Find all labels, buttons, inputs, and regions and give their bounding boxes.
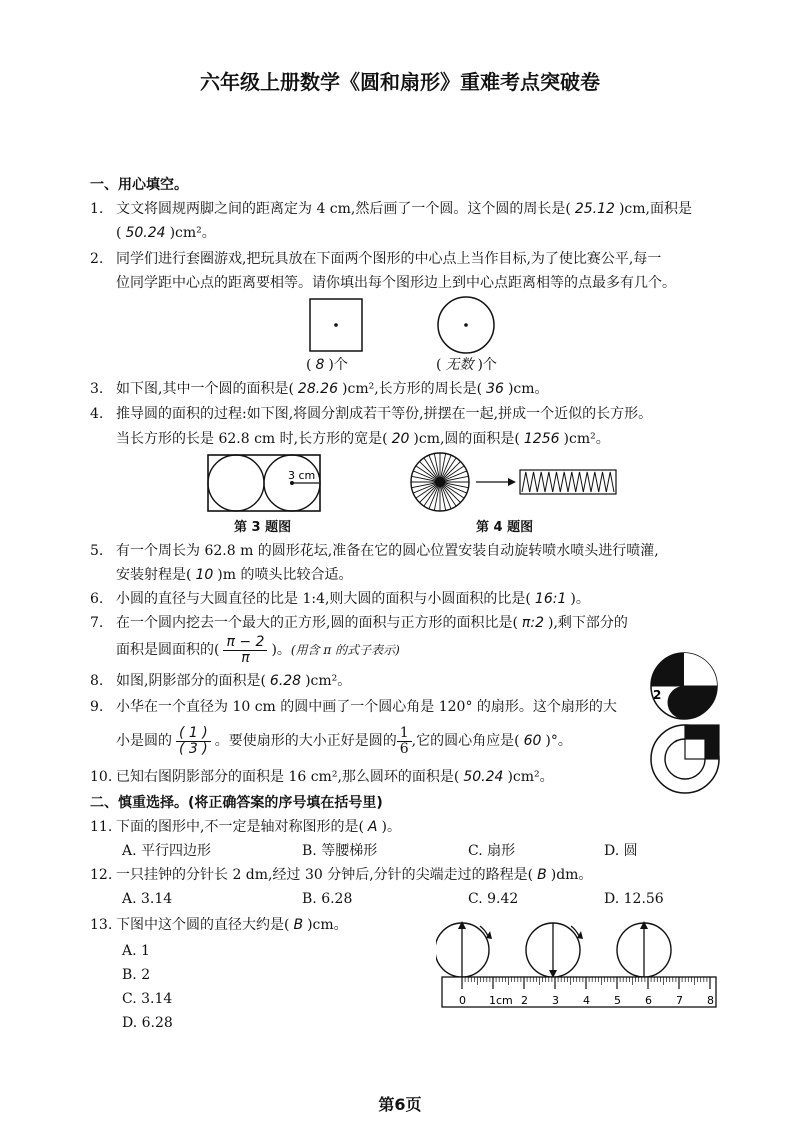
- q13-arrow-1: [458, 921, 466, 929]
- question-3: [90, 380, 549, 398]
- ruler-label-5: 5: [614, 994, 621, 1007]
- q6-text-b: )。: [570, 591, 590, 607]
- q12-option-b: B. 6.28: [302, 891, 353, 907]
- q5-answer: 10: [195, 567, 214, 583]
- question-11: [90, 818, 401, 836]
- question-7: [90, 614, 628, 632]
- q1-text-c: (: [116, 225, 122, 241]
- q13-ruler-body: [442, 977, 716, 1007]
- q13-text-b: )cm。: [307, 917, 348, 933]
- question-5: [90, 542, 659, 560]
- q3-text-a: 如下图,其中一个圆的面积是(: [116, 381, 294, 397]
- q2-sq-close: )个: [328, 357, 348, 373]
- q4-answer-a: 20: [391, 431, 410, 447]
- q1-text-a: 文文将圆规两脚之间的距离定为 4 cm,然后画了一个圆。这个圆的周长是(: [116, 201, 571, 217]
- q10-ring-figure: [648, 722, 722, 796]
- q5-line1: 有一个周长为 62.8 m 的圆形花坛,准备在它的圆心位置安装自动旋转喷水喷头进行喷灌,: [116, 543, 659, 559]
- fig4-zigzag: [522, 472, 614, 492]
- q2-ci-close: )个: [477, 357, 497, 373]
- q11-text-a: 下面的图形中,不一定是轴对称图形的是(: [116, 819, 364, 835]
- fig4-divided-circle: [411, 453, 469, 511]
- q9-line1: 小华在一个直径为 10 cm 的圆中画了一个圆心角是 120° 的扇形。这个扇形的大: [116, 699, 617, 715]
- q7-text-a: 在一个圆内挖去一个最大的正方形,圆的面积与正方形的面积比是(: [116, 615, 518, 631]
- q13-ruler-figure: [436, 912, 726, 1012]
- q13-rolling-circles: [436, 921, 671, 978]
- question-5-cont: [116, 566, 352, 584]
- q2-square-answer: [306, 356, 348, 374]
- q10-text-b: )cm²。: [507, 769, 554, 785]
- q2-sq-ans: 8: [315, 357, 325, 373]
- question-1-cont: [116, 224, 216, 242]
- q3-text-b: )cm²,长方形的周长是(: [342, 381, 483, 397]
- q2-square-center: [334, 323, 338, 327]
- q11-number: 11.: [90, 819, 113, 835]
- fig4-diagram: [410, 450, 630, 514]
- q4-line1: 推导圆的面积的过程:如下图,将圆分割成若干等份,拼摆在一起,拼成一个近似的长方形。: [116, 406, 653, 422]
- question-10: [90, 768, 554, 786]
- q5-number: 5.: [90, 543, 104, 559]
- q9-frac2-denominator: 6: [399, 740, 409, 757]
- q8-text-b: )cm²。: [305, 673, 352, 689]
- page-number: 第6页: [378, 1095, 422, 1114]
- fig4-hub: [435, 477, 445, 487]
- q13-number: 13.: [90, 917, 113, 933]
- q12-text-a: 一只挂钟的分针长 2 dm,经过 30 分钟后,分针的尖端走过的路程是(: [116, 867, 534, 883]
- q8-number: 8.: [90, 673, 104, 689]
- q7-frac-denominator: π: [241, 649, 250, 666]
- q13-text-a: 下图中这个圆的直径大约是(: [116, 917, 290, 933]
- q4-number: 4.: [90, 406, 104, 422]
- q7-note: (用含 π 的式子表示): [290, 643, 400, 657]
- q1-number: 1.: [90, 201, 104, 217]
- q2-figures: [300, 296, 520, 358]
- q13-arrow-3: [640, 921, 648, 929]
- q13-option-b: B. 2: [122, 967, 151, 983]
- q6-answer: 16:1: [534, 591, 567, 607]
- q12-option-c: C. 9.42: [468, 891, 519, 907]
- ruler-label-1: 1cm: [489, 994, 513, 1007]
- question-4-cont: [116, 430, 610, 448]
- q1-answer-b: 50.24: [125, 225, 166, 241]
- ruler-label-6: 6: [645, 994, 652, 1007]
- q7-text-c: 面积是圆面积的(: [116, 642, 220, 658]
- q2-line1: 同学们进行套圈游戏,把玩具放在下面两个图形的中心点上当作目标,为了使比赛公平,每一: [116, 251, 662, 267]
- q1-answer-a: 25.12: [574, 201, 615, 217]
- q2-ci-ans: 无数: [445, 357, 474, 373]
- q6-text-a: 小圆的直径与大圆直径的比是 1:4,则大圆的面积与小圆面积的比是(: [116, 591, 531, 607]
- q8-text-a: 如图,阴影部分的面积是(: [116, 673, 266, 689]
- q2-circle-answer: [436, 356, 497, 374]
- q9-number: 9.: [90, 699, 104, 715]
- section-multiple-choice: 二、慎重选择。(将正确答案的序号填在括号里): [90, 795, 383, 811]
- q10-answer: 50.24: [463, 769, 504, 785]
- q9-text-c: ,它的圆心角应是(: [411, 733, 520, 749]
- q3-answer-a: 28.26: [297, 381, 339, 397]
- q9-answer: 60: [523, 733, 542, 749]
- question-6: [90, 590, 590, 608]
- question-7-cont: [116, 634, 400, 666]
- q4-answer-b: 1256: [523, 431, 560, 447]
- q7-text-d: )。: [271, 642, 291, 658]
- question-8: [90, 672, 351, 690]
- q5-text-a: 安装射程是(: [116, 567, 192, 583]
- question-12: [90, 866, 592, 884]
- q10-inner-square: [685, 739, 705, 759]
- q12-number: 12.: [90, 867, 113, 883]
- q11-answer: A: [367, 819, 378, 835]
- q9-frac-numerator: ( 1 ): [176, 726, 211, 742]
- q7-answer-a: π:2: [521, 615, 544, 631]
- q6-number: 6.: [90, 591, 104, 607]
- fig3-circle-left: [208, 455, 264, 511]
- q11-option-d: D. 圆: [604, 843, 638, 859]
- q7-frac-numerator: π − 2: [223, 635, 267, 651]
- ruler-label-2: 2: [521, 994, 528, 1007]
- q10-number: 10.: [90, 769, 113, 785]
- q13-answer: B: [293, 917, 304, 933]
- ruler-label-7: 7: [676, 994, 683, 1007]
- q13-option-d: D. 6.28: [122, 1015, 173, 1031]
- q4-text-c: )cm²。: [563, 431, 610, 447]
- q1-text-b: )cm,面积是: [618, 201, 692, 217]
- page-title: 六年级上册数学《圆和扇形》重难考点突破卷: [200, 70, 600, 94]
- question-9: [90, 698, 617, 716]
- fig3-label: 3 cm: [288, 469, 316, 482]
- q8-answer: 6.28: [269, 673, 302, 689]
- fig3-diagram: [206, 452, 326, 514]
- q10-text-a: 已知右图阴影部分的面积是 16 cm²,那么圆环的面积是(: [116, 769, 460, 785]
- fig3-caption: 第 3 题图: [234, 520, 292, 535]
- question-1: [90, 200, 692, 218]
- q8-pinwheel-figure: [648, 650, 720, 722]
- q2-line2: 位同学距中心点的距离要相等。请你填出每个图形边上到中心点距离相等的点最多有几个。: [116, 275, 676, 291]
- fig4-caption: 第 4 题图: [476, 520, 534, 535]
- ruler-label-4: 4: [583, 994, 590, 1007]
- ruler-label-0: 0: [459, 994, 466, 1007]
- q4-text-b: )cm,圆的面积是(: [413, 431, 520, 447]
- q13-option-a: A. 1: [122, 943, 150, 959]
- q3-number: 3.: [90, 381, 104, 397]
- q11-option-b: B. 等腰梯形: [302, 843, 378, 859]
- q9-text-d: )°。: [545, 733, 572, 749]
- q9-text-b: 。要使扇形的大小正好是圆的: [214, 733, 397, 749]
- ruler-label-8: 8: [707, 994, 714, 1007]
- q5-text-b: )m 的喷头比较合适。: [217, 567, 353, 583]
- q7-answer-fraction: [219, 635, 271, 666]
- q12-text-b: )dm。: [550, 867, 593, 883]
- q13-option-c: C. 3.14: [122, 991, 173, 1007]
- question-2: [90, 250, 661, 268]
- q4-text-a: 当长方形的长是 62.8 cm 时,长方形的宽是(: [116, 431, 388, 447]
- ruler-label-3: 3: [552, 994, 559, 1007]
- q13-ruler-labels: [459, 994, 714, 1007]
- q9-frac2-numerator: 1: [397, 726, 412, 742]
- q11-option-a: A. 平行四边形: [122, 843, 212, 859]
- q9-given-fraction: [397, 726, 412, 757]
- q12-answer: B: [537, 867, 547, 883]
- q2-ci-open: (: [436, 357, 442, 373]
- q3-answer-b: 36: [486, 381, 504, 397]
- question-9-cont: [116, 724, 572, 758]
- question-13: [90, 916, 348, 934]
- q3-text-c: )cm。: [507, 381, 549, 397]
- q2-sq-open: (: [306, 357, 312, 373]
- q12-option-a: A. 3.14: [122, 891, 173, 907]
- q9-text-a: 小是圆的: [116, 733, 172, 749]
- q8-label: 2: [653, 688, 662, 702]
- q2-circle-center: [464, 323, 468, 327]
- section-fill-in: 一、用心填空。: [90, 177, 188, 193]
- q7-text-b: ),剩下部分的: [547, 615, 628, 631]
- question-4: [90, 405, 652, 423]
- q12-option-d: D. 12.56: [604, 891, 664, 907]
- q9-answer-fraction: [172, 726, 215, 757]
- q9-frac-denominator: ( 3 ): [179, 740, 208, 757]
- q11-option-c: C. 扇形: [468, 843, 516, 859]
- q2-number: 2.: [90, 251, 104, 267]
- q11-text-b: )。: [381, 819, 401, 835]
- q7-number: 7.: [90, 615, 104, 631]
- q1-text-d: )cm²。: [169, 225, 216, 241]
- fig4-arrow-head: [508, 478, 516, 486]
